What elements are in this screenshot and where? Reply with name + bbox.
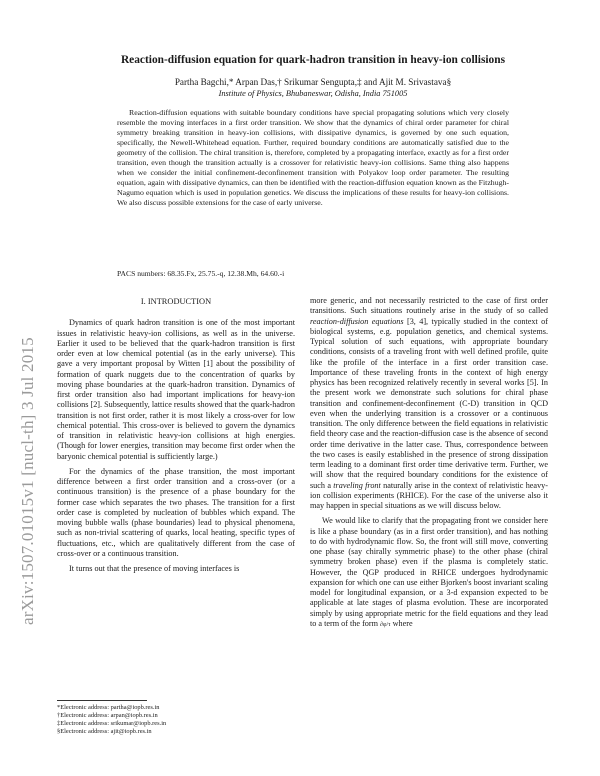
text-run: naturally arise in the context of relativistic heavy-ion collision experiments (RHICE). For the case of the universe also it may happen in special situations as we will discuss below.	[310, 480, 548, 510]
intro-paragraph-2: For the dynamics of the phase transition, the most important difference between a first order transition and a cross-over (or a continuous transition) is the presence of a phase boundary for the former case which separates the two phases. The transition for a first order case is completed by nucleation of bubbles which expand. The moving bubble walls (phase boundaries) lead to physical phenomena, such as non-trivial scattering of quarks, local heating, specific types of fluctuations, etc., which are qualitatively different from the case of cross-over or a continuous transition.	[57, 466, 295, 558]
text-run: where	[390, 618, 413, 628]
text-run: We would like to clarify that the propagating front we consider here is like a phase boundary (as in a first order transition), and has nothing to do with hydrodynamic flow. So, the front will still move, converting one phase (say chirally symmetric phase) to the other phase (chiral symmetry broken phase) even if the plasma is completely static. However, the QGP produced in RHICE undergoes hydrodynamic expansion for which one can use either Bjorken's boost invariant scaling model for longitudinal expansion, or a 3-d expansion expected to be applicable at late stages of plasma evolution. These are incorporated simply by using appropriate metric for the field equations and they lead to a term of the form	[310, 516, 548, 628]
right-column	[310, 296, 548, 635]
footnote-4: §Electronic address: ajit@iopb.res.in	[57, 728, 152, 736]
intro-paragraph-1: Dynamics of quark hadron transition is one of the most important issues in relativistic heavy-ion collisions, as well as in the universe. Earlier it used to be believed that the quark-hadron transition is first order even at low chemical potential (as in the early universe). This gave a very important proposal by Witten [1] about the possibility of formation of quark nuggets due to the concentration of quarks by moving phase boundaries at the quark-hadron transition. Dynamics of first order transition also had important implications for heavy-ion collisions [2]. Subsequently, lattice results showed that the quark-hadron transition is not first order, rather it is most likely a cross-over for low chemical potential. This cross-over is believed to govern the dynamics of transition in relativistic heavy-ion collisions at high energies. (Though for lower energies, transition may become first order when the baryonic chemical potential is sufficiently large.)	[57, 318, 295, 461]
intro-paragraph-3: It turns out that the presence of moving interfaces is	[69, 564, 240, 573]
footnote-2: †Electronic address: arpan@iopb.res.in	[57, 712, 158, 720]
emphasis-reaction-diffusion: reaction-diffusion equations	[310, 316, 404, 326]
emphasis-traveling-front: traveling front	[333, 480, 381, 490]
section-heading-introduction: I. INTRODUCTION	[140, 297, 212, 306]
abstract: Reaction-diffusion equations with suitable boundary conditions have special propagating solutions which very closely resemble the moving interfaces in a first order transition. We show that the dynamics of chiral order parameter for chiral symmetry breaking transition in heavy-ion collisions, with dissipative dynamics, is governed by one such equation, specifically, the Newell-Whitehead equation. Further, required boundary conditions are automatically satisfied due to the geometry of the collision. The chiral transition is, therefore, completed by a propagating interface, exactly as for a first order transition, even though the transition actually is a crossover for relativistic heavy-ion collisions. Same thing also happens when we consider the initial confinement-deconfinement transition with Polyakov loop order parameter. The resulting equation, again with dissipative dynamics, can then be identified with the reaction-diffusion equation known as the Fitzhugh-Nagumo equation which is used in population genetics. We discuss the implications of these results for heavy-ion collisions. We also discuss possible extensions for the case of early universe.	[117, 108, 509, 207]
author-list: Partha Bagchi,* Arpan Das,† Srikumar Sengupta,‡ and Ajit M. Srivastava§	[174, 77, 452, 87]
left-column	[57, 295, 295, 579]
footnote-rule	[57, 700, 147, 701]
arxiv-identifier-margin	[6, 185, 37, 625]
footnote-3: ‡Electronic address: srikumar@iopb.res.in	[57, 720, 167, 728]
footnotes	[57, 700, 295, 736]
arxiv-identifier[interactable]: arXiv:1507.01015v1 [nucl-th] 3 Jul 2015	[18, 337, 37, 625]
pacs-numbers: PACS numbers: 68.35.Fx, 25.75.-q, 12.38.Mh, 64.60.-i	[117, 269, 285, 278]
right-paragraph-2	[310, 516, 548, 630]
footnote-1: *Electronic address: partha@iopb.res.in	[57, 704, 160, 711]
right-paragraph-1	[310, 296, 548, 511]
text-run: [3, 4], typically studied in the context of biological systems, e.g. population genetics, and chemical systems. Typical solution of such equations, with appropriate boundary conditions, consists of a traveling front with well defined profile, quite like the profile of the interface in a first order transition case. Importance of these traveling fronts in the context of high energy physics has been recognized relatively recently in several works [5]. In the present work we demonstrate such solutions for chiral phase transition and confinement-deconfinement (C-D) transition in QCD even when the underlying transition is a crossover or a continuous transition. The only difference between the field equations in relativistic field theory case and the reaction-diffusion case is the absence of second order time derivative in the latter case. Thus, correspondence between the two cases is easily established in the presence of strong dissipation term leading to a dominant first order time derivative term. Further, we will show that the required boundary conditions for the existence of such a	[310, 316, 548, 490]
fraction-expression: ∂φ/τ	[380, 621, 391, 628]
affiliation: Institute of Physics, Bhubaneswar, Odisha, India 751005	[218, 89, 408, 98]
paper-title: Reaction-diffusion equation for quark-hadron transition in heavy-ion collisions	[120, 54, 506, 66]
text-run: more generic, and not necessarily restricted to the case of first order transitions. Such situations routinely arise in the study of so called	[310, 296, 548, 316]
